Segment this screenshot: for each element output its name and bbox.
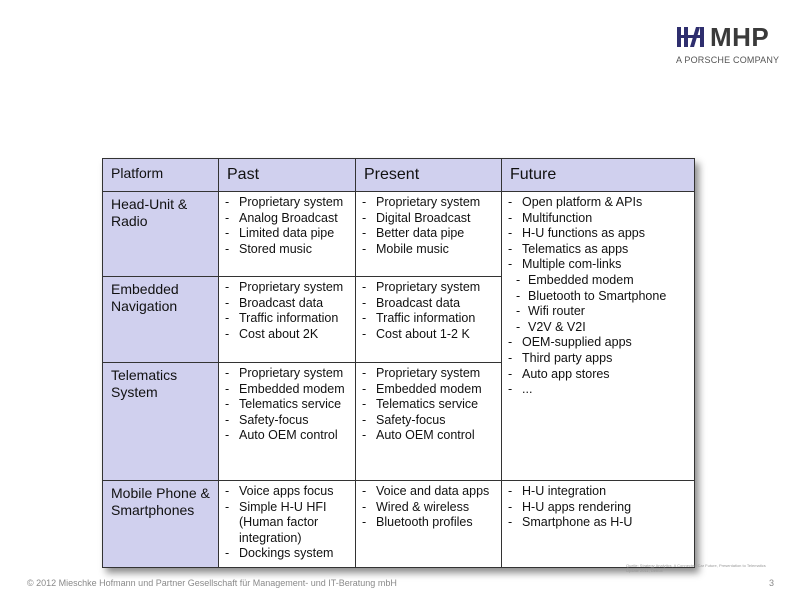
list-item: - Mobile music [362,242,497,258]
cell-head-unit-past [218,191,356,277]
list-item: - H-U integration [508,484,690,500]
list-item: - Proprietary system [362,280,497,296]
cell-telematics-past [218,362,356,481]
list-item: - Embedded modem [362,382,497,398]
row-label-head-unit [102,191,219,277]
sub-list-item: - V2V & V2I [508,320,690,336]
list-item: - Limited data pipe [225,226,351,242]
source-note: Quelle: Strategy Analytics, A Connected Car Future, Presentation to Telematics Update 2011, Detroit [626,563,766,573]
cell-head-unit-present [355,191,502,277]
cell-navigation-present [355,276,502,363]
list-item: - Multiple com-links [508,257,690,273]
cell-mobile-future [501,480,695,568]
list-item: - Dockings system [225,546,351,562]
row-label-mobile-phone [102,480,219,568]
list-item: - Proprietary system [225,366,351,382]
list-item: - Traffic information [362,311,497,327]
footer-copyright: © 2012 Mieschke Hofmann und Partner Gesellschaft für Management- und IT-Beratung mbH [27,578,397,588]
cell-mobile-present [355,480,502,568]
list-item: - H-U apps rendering [508,500,690,516]
mhp-logo [676,22,786,72]
list-item: - Voice apps focus [225,484,351,500]
list-item: - Open platform & APIs [508,195,690,211]
list-item: - Auto OEM control [362,428,497,444]
list-item: - Smartphone as H-U [508,515,690,531]
header-present [355,158,502,192]
list-item: - Telematics as apps [508,242,690,258]
list-item: - Auto OEM control [225,428,351,444]
list-item: - Embedded modem [225,382,351,398]
list-item: - Broadcast data [225,296,351,312]
platform-comparison-table [102,158,695,568]
list-item: - Digital Broadcast [362,211,497,227]
list-item: - Proprietary system [225,280,351,296]
row-label-text: Telematics System [111,367,178,400]
list-item: - Safety-focus [362,413,497,429]
list-item: - Traffic information [225,311,351,327]
sub-list-item: - Wifi router [508,304,690,320]
list-item: - Auto app stores [508,367,690,383]
list-item: - Proprietary system [225,195,351,211]
header-future-label: Future [510,166,557,183]
list-item: - Better data pipe [362,226,497,242]
header-platform-label: Platform [111,165,164,181]
brand-name: MHP [710,22,770,52]
sub-list-item: - Bluetooth to Smartphone [508,289,690,305]
list-item: - Telematics service [225,397,351,413]
list-item: - Stored music [225,242,351,258]
list-item: - ... [508,382,690,398]
brand-tagline: A PORSCHE COMPANY [676,55,780,65]
list-item: - Cost about 1-2 K [362,327,497,343]
list-item: - Broadcast data [362,296,497,312]
list-item: - Voice and data apps [362,484,497,500]
cell-future-merged [501,191,695,481]
list-item: - H-U functions as apps [508,226,690,242]
cell-telematics-present [355,362,502,481]
header-present-label: Present [364,166,420,183]
row-label-text: Mobile Phone & Smartphones [111,485,210,518]
list-item: - Safety-focus [225,413,351,429]
header-past [218,158,356,192]
row-label-telematics [102,362,219,481]
mhp-logo-mark-icon [676,26,706,48]
row-label-embedded-navigation [102,276,219,363]
list-item: - OEM-supplied apps [508,335,690,351]
row-label-text: Embedded Navigation [111,281,179,314]
row-label-text: Head-Unit & Radio [111,196,188,229]
list-item: - Simple H-U HFI (Human factor integration) [225,500,351,547]
list-item: - Bluetooth profiles [362,515,497,531]
header-future [501,158,695,192]
list-item: - Telematics service [362,397,497,413]
list-item: - Wired & wireless [362,500,497,516]
cell-navigation-past [218,276,356,363]
header-platform [102,158,219,192]
header-past-label: Past [227,166,260,183]
list-item: - Proprietary system [362,195,497,211]
sub-list-item: - Embedded modem [508,273,690,289]
cell-mobile-past [218,480,356,568]
list-item: - Proprietary system [362,366,497,382]
list-item: - Multifunction [508,211,690,227]
list-item: - Analog Broadcast [225,211,351,227]
page-number: 3 [769,578,775,588]
list-item: - Third party apps [508,351,690,367]
list-item: - Cost about 2K [225,327,351,343]
